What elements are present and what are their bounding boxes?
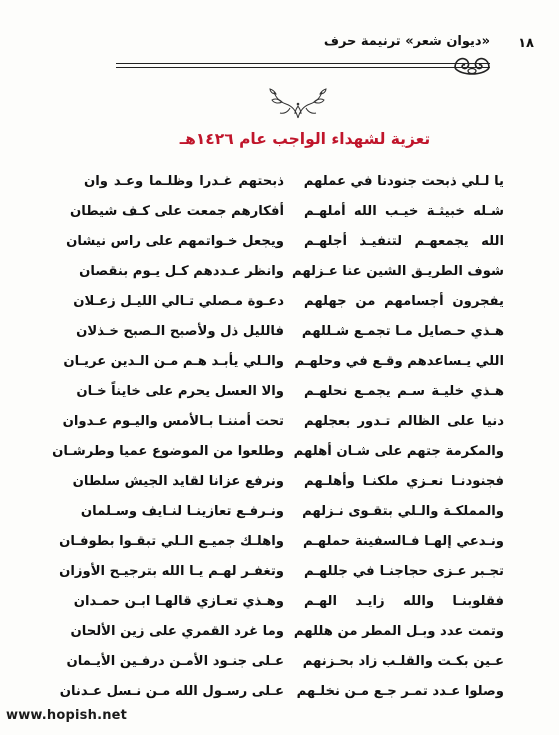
page-header [118, 30, 534, 56]
verse-first-hemistich: هـذي حـصايل مـا تجمـع شـللهم [301, 324, 504, 339]
floral-ornament-icon [262, 88, 334, 120]
verse-first-hemistich: هـذي خليـة سـم يجمـع نحلهـم [304, 384, 504, 399]
verse-second-hemistich: دعـوة مـصلي تـالي الليـل زعـلان [73, 294, 284, 309]
verse-first-hemistich: شـله خبيثـة خيـب الله أملهـم [304, 204, 504, 219]
verse-line [84, 167, 504, 197]
page-number: ١٨ [518, 36, 534, 51]
verse-line [79, 257, 504, 287]
verse-second-hemistich: وطلعوا من الموضوع عميا وطرشـان [52, 444, 284, 459]
header-scroll-ornament-icon [451, 44, 493, 80]
verse-line [66, 227, 504, 257]
verse-line [73, 287, 504, 317]
verse-second-hemistich: عـلى جنـود الأمـن درفـين الأيـمان [66, 654, 284, 669]
verse-line [76, 377, 504, 407]
verse-line [73, 587, 504, 617]
verse-second-hemistich: ذبحتهم غـدرا وظلـما وعـد وان [84, 174, 284, 189]
verse-second-hemistich: وما غرد القمري على زين الألحان [70, 624, 284, 639]
verse-first-hemistich: تجـبر عـزى حجاجنـا في جللهـم [304, 564, 504, 579]
header-rule-top [116, 63, 490, 64]
verse-first-hemistich: دنيا على الظالم تـدور بعجلهم [304, 414, 504, 429]
verse-second-hemistich: ونرفع عزانا لقايد الجيش سلطان [72, 474, 284, 489]
verse-first-hemistich: فجنودنـا نعـزي ملكنـا وأهلـهم [304, 474, 504, 489]
verse-second-hemistich: ونـرفـع تعازينـا لنـايف وسـلمان [80, 504, 284, 519]
verse-line [70, 197, 504, 227]
verse-list [52, 167, 504, 707]
verse-first-hemistich: يا لـلي ذبحت جنودنا في عملهم [303, 174, 504, 189]
verse-second-hemistich: تحت أمننـا بـالأمس واليـوم عـدوان [62, 414, 284, 429]
book-title: «ديوان شعر» ترنيمة حرف [323, 34, 490, 49]
verse-line [76, 317, 504, 347]
verse-second-hemistich: والـلي يأبـد هـم مـن الـدين عريـان [63, 354, 284, 369]
verse-second-hemistich: وتغفـر لهـم يـا الله بترجيـح الأوزان [59, 564, 284, 579]
verse-second-hemistich: عـلى رسـول الله مـن نـسل عـدنان [59, 684, 284, 699]
verse-line [59, 527, 504, 557]
verse-first-hemistich: ونـدعي إلهـا فـالسفينة حملهـم [302, 534, 504, 549]
verse-line [63, 347, 504, 377]
verse-second-hemistich: أفكارهم جمعت على كـف شيطان [70, 204, 284, 219]
verse-line [66, 647, 504, 677]
poem-title: تعزية لشهداء الواجب عام ١٤٢٦هـ [179, 130, 431, 148]
verse-line [59, 677, 504, 707]
verse-line [59, 557, 504, 587]
verse-second-hemistich: واهلـك جميـع الـلي تبقـوا بطوفـان [59, 534, 284, 549]
verse-first-hemistich: وصلوا عـدد تمـر جـع مـن نخلـهم [296, 684, 504, 699]
verse-second-hemistich: وانظر عـددهم كـل يـوم بنقصان [79, 264, 284, 279]
header-rule-bottom [116, 67, 490, 68]
verse-first-hemistich: فقلوبنـا والله زايـد الهـم [304, 594, 504, 609]
verse-first-hemistich: عـين بكـت والقلـب زاد بحـزنهم [302, 654, 504, 669]
verse-first-hemistich: وتمت عدد وبـل المطر من هللهم [293, 624, 504, 639]
verse-first-hemistich: الله يجمعهـم لتنفيـذ أجلهـم [304, 234, 504, 249]
verse-first-hemistich: يفجرون أجسامهم من جهلهم [304, 294, 504, 309]
verse-second-hemistich: ويجعل خـواتمهم على راس نيشان [66, 234, 284, 249]
verse-first-hemistich: اللي يـساعدهم وقـع في وحلهـم [294, 354, 504, 369]
watermark: www.hopish.net [6, 708, 128, 723]
verse-first-hemistich: والمملكـة والـلي بتقـوى نـزلهم [302, 504, 504, 519]
verse-line [62, 407, 504, 437]
verse-line [80, 497, 504, 527]
verse-second-hemistich: وهـذي تعـازي قالهـا ابـن حمـدان [73, 594, 284, 609]
verse-second-hemistich: والا العسل يحرم على خايناً خـان [76, 384, 284, 399]
verse-line [52, 437, 504, 467]
verse-line [70, 617, 504, 647]
verse-second-hemistich: فالليل ذل ولأصبح الـصبح خـذلان [76, 324, 284, 339]
verse-first-hemistich: شوف الطريـق الشين عنا عـزلهم [292, 264, 504, 279]
verse-line [72, 467, 504, 497]
verse-first-hemistich: والمكرمة جتهم على شـان أهلهم [293, 444, 504, 459]
